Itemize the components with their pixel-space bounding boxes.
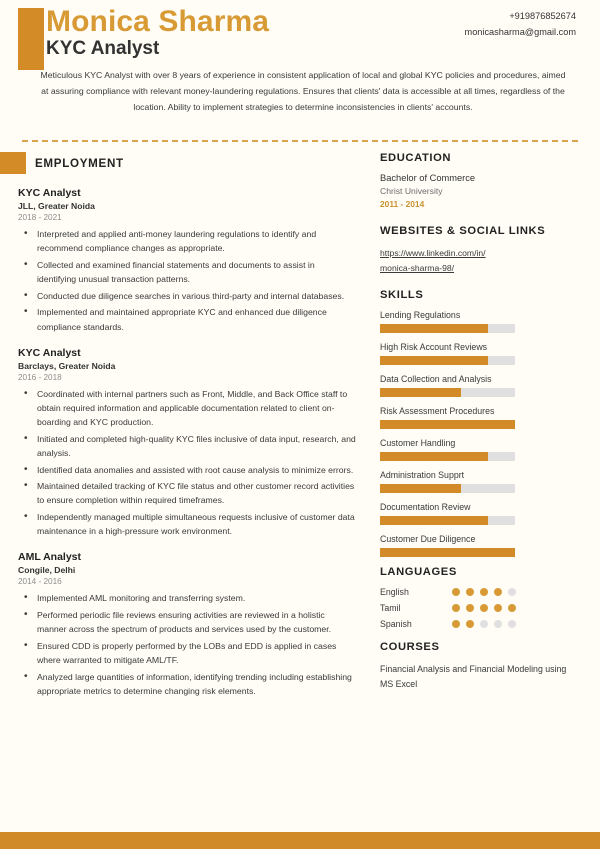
language-level-dots <box>452 604 516 612</box>
skill-name: Customer Handling <box>380 438 456 449</box>
skill-level-fill <box>380 484 461 493</box>
dot-filled-icon <box>466 604 474 612</box>
contact-info <box>465 8 576 40</box>
dot-filled-icon <box>480 588 488 596</box>
social-link[interactable]: monica-sharma-98/ <box>380 262 455 273</box>
dot-filled-icon <box>452 620 460 628</box>
language-level-dots <box>452 588 516 596</box>
skill-level-fill <box>380 516 488 525</box>
language-item <box>380 603 578 613</box>
skill-item <box>380 374 578 397</box>
education-school: Christ University <box>380 186 443 196</box>
language-item <box>380 619 578 629</box>
websites-list <box>380 246 578 275</box>
dot-filled-icon <box>452 604 460 612</box>
skill-item <box>380 406 578 429</box>
dot-empty-icon <box>508 620 516 628</box>
resume-columns <box>0 152 600 711</box>
skill-level-track <box>380 356 515 365</box>
skill-level-fill <box>380 452 488 461</box>
name-block <box>46 6 269 59</box>
language-name: Tamil <box>380 603 401 614</box>
job-company: Barclays, Greater Noida <box>18 360 116 371</box>
job-bullet: • Identified data anomalies and assisted with root cause analysis to minimize errors. <box>35 463 356 477</box>
education-degree: Bachelor of Commerce <box>380 173 476 183</box>
skill-name: Administration Supprt <box>380 470 465 481</box>
job-role: AML Analyst <box>18 551 82 564</box>
contact-email[interactable]: monicasharma@gmail.com <box>464 27 576 38</box>
job-bullet: • Coordinated with internal partners such as Front, Middle, and Back Office staff to obtain required information and applicable documentation related to client on-boarding and KYC production. <box>35 387 356 430</box>
job-company: JLL, Greater Noida <box>18 201 95 211</box>
employment-section-title: EMPLOYMENT <box>35 156 124 170</box>
dot-filled-icon <box>480 604 488 612</box>
job-bullet: • Analyzed large quantities of information, identifying trending including establishing appropriate metrics to determine changing risk elements. <box>35 670 356 698</box>
courses-list <box>380 662 578 691</box>
skill-name: Data Collection and Analysis <box>380 374 492 385</box>
dot-empty-icon <box>480 620 488 628</box>
job-bullet: • Conducted due diligence searches in various third-party and internal databases. <box>35 289 356 303</box>
skill-level-track <box>380 516 515 525</box>
job-dates: 2018 - 2021 <box>18 213 62 222</box>
job-bullet-list <box>18 227 356 334</box>
websites-section-title: WEBSITES & SOCIAL LINKS <box>380 225 546 237</box>
skill-level-track <box>380 420 515 429</box>
job-bullet: • Ensured CDD is properly performed by the LOBs and EDD is applied in cases where warranted to mitigate AML/TF. <box>35 639 356 667</box>
skills-list <box>380 310 578 557</box>
skill-item <box>380 534 578 557</box>
dot-empty-icon <box>508 588 516 596</box>
job-bullet-list <box>18 591 356 698</box>
education-section-title: EDUCATION <box>380 152 452 164</box>
social-link[interactable]: https://www.linkedin.com/in/ <box>380 248 486 258</box>
employment-section-header <box>18 152 356 174</box>
dot-filled-icon <box>494 604 502 612</box>
job-role: KYC Analyst <box>18 346 81 359</box>
job-bullet: • Performed periodic file reviews ensuring activities are reviewed in a holistic manner across the spectrum of products and services used by the customer. <box>35 608 356 636</box>
job-bullet: • Initiated and completed high-quality KYC files inclusive of data input, research, and analysis. <box>35 432 356 460</box>
languages-list <box>380 587 578 629</box>
skill-item <box>380 342 578 365</box>
skill-name: Customer Due Diligence <box>380 534 476 545</box>
footer-accent-bar <box>0 832 600 849</box>
job-bullet-list <box>18 387 356 539</box>
courses-section-title: COURSES <box>380 641 440 654</box>
skills-section-title: SKILLS <box>380 289 424 302</box>
dot-filled-icon <box>508 604 516 612</box>
job-bullet: • Interpreted and applied anti-money laundering regulations to identify and recommend compliance changes as appropriate. <box>35 227 356 255</box>
skill-name: Documentation Review <box>380 502 471 513</box>
employment-entry <box>18 347 356 539</box>
skill-level-track <box>380 484 515 493</box>
job-bullet: • Independently managed multiple simultaneous requests inclusive of customer data maintenance in a high-pressure work environment. <box>35 510 356 538</box>
dot-filled-icon <box>494 588 502 596</box>
resume-header <box>0 0 600 128</box>
education-dates: 2011 - 2014 <box>380 199 425 209</box>
course-item: Financial Analysis and Financial Modeling using MS Excel <box>380 664 567 689</box>
skill-item <box>380 470 578 493</box>
left-column <box>0 152 370 711</box>
job-dates: 2016 - 2018 <box>18 372 62 382</box>
contact-phone[interactable]: +919876852674 <box>509 11 576 21</box>
education-entry <box>380 173 578 209</box>
job-bullet: • Implemented and maintained appropriate KYC and enhanced due diligence compliance standards. <box>35 305 356 333</box>
language-name: English <box>380 587 409 598</box>
skill-name: Risk Assessment Procedures <box>380 406 495 417</box>
skill-level-track <box>380 548 515 557</box>
skill-level-track <box>380 324 515 333</box>
header-divider <box>22 140 578 142</box>
skill-level-fill <box>380 388 461 397</box>
job-company: Congile, Delhi <box>18 565 76 576</box>
skill-level-track <box>380 388 515 397</box>
candidate-name: Monica Sharma <box>46 5 270 38</box>
skill-level-fill <box>380 420 515 429</box>
employment-entry <box>18 551 356 698</box>
header-accent-block <box>18 8 44 70</box>
skill-item <box>380 310 578 333</box>
skill-level-fill <box>380 324 488 333</box>
dot-empty-icon <box>494 620 502 628</box>
skill-level-fill <box>380 548 515 557</box>
skill-item <box>380 502 578 525</box>
languages-section-title: LANGUAGES <box>380 566 457 579</box>
employment-entry <box>18 187 356 334</box>
job-bullet: • Collected and examined financial statements and documents to assist in identifying unusual transaction patterns. <box>35 258 356 286</box>
employment-list <box>18 187 356 698</box>
dot-filled-icon <box>466 588 474 596</box>
candidate-job-title: KYC Analyst <box>46 37 160 59</box>
professional-summary: Meticulous KYC Analyst with over 8 years of experience in consistent application of local and global KYC policies and procedures, aimed at assuring compliance with relevant money-laundering regulations. Ensures that clients' data is accessible at all times, regardless of the location. Ability to implement strategies to determine inconsistencies in clients' accounts. <box>40 70 566 112</box>
language-name: Spanish <box>380 619 412 630</box>
right-column <box>370 152 600 691</box>
job-dates: 2014 - 2016 <box>18 577 62 587</box>
job-role: KYC Analyst <box>18 187 81 199</box>
skill-name: High Risk Account Reviews <box>380 342 488 353</box>
skill-name: Lending Regulations <box>380 310 461 321</box>
language-item <box>380 587 578 597</box>
dot-filled-icon <box>452 588 460 596</box>
dot-filled-icon <box>466 620 474 628</box>
section-marker-block <box>0 152 26 174</box>
skill-item <box>380 438 578 461</box>
skill-level-track <box>380 452 515 461</box>
skill-level-fill <box>380 356 488 365</box>
job-bullet: • Implemented AML monitoring and transferring system. <box>35 591 356 605</box>
language-level-dots <box>452 620 516 628</box>
job-bullet: • Maintained detailed tracking of KYC file status and other customer record activities to ensure completion within required timeframes. <box>35 479 356 507</box>
